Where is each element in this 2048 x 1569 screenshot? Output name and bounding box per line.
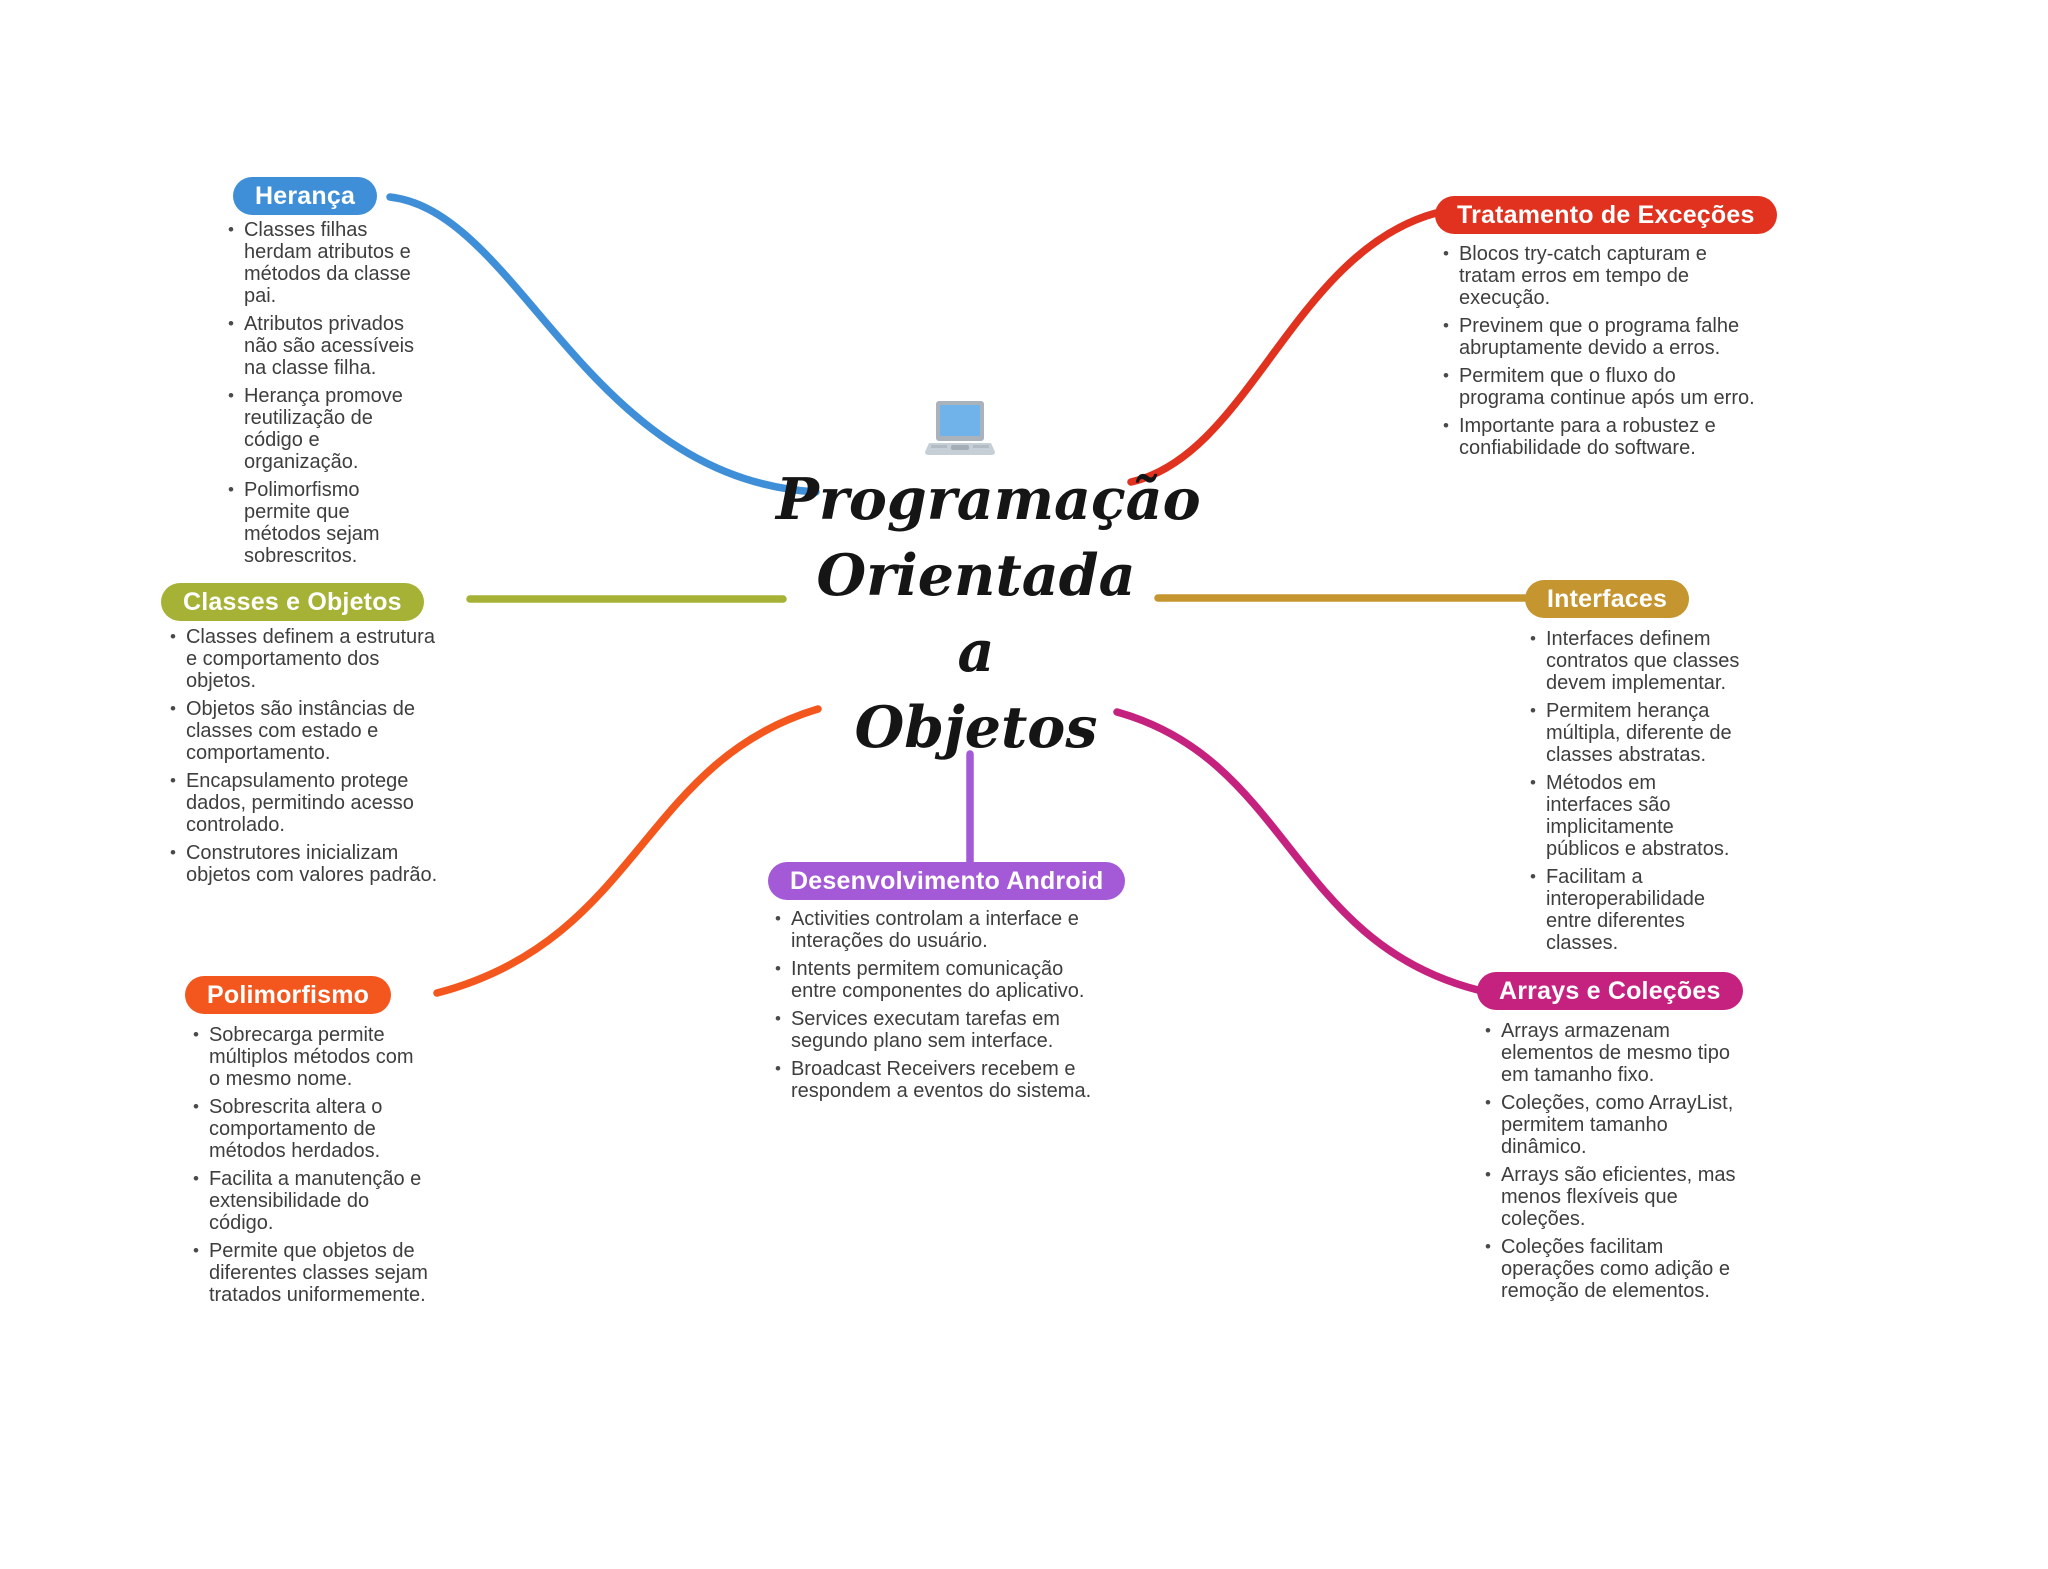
topic-pill-classes-e-objetos[interactable]: Classes e Objetos xyxy=(161,583,424,621)
bullet-item: • Permitem herança múltipla, diferente de classes abstratas. xyxy=(1530,700,1740,766)
bullet-item: • Arrays armazenam elementos de mesmo tipo em tamanho fixo. xyxy=(1485,1020,1750,1086)
bullet-item: • Coleções facilitam operações como adição e remoção de elementos. xyxy=(1485,1236,1750,1302)
bullet-item: • Arrays são eficientes, mas menos flexíveis que coleções. xyxy=(1485,1164,1750,1230)
bullet-item: • Importante para a robustez e confiabilidade do software. xyxy=(1443,415,1758,459)
bullet-item: • Services executam tarefas em segundo plano sem interface. xyxy=(775,1008,1095,1052)
bullet-item: • Activities controlam a interface e interações do usuário. xyxy=(775,908,1095,952)
bullet-item: • Interfaces definem contratos que classes devem implementar. xyxy=(1530,628,1740,694)
bullet-item: • Atributos privados não são acessíveis na classe filha. xyxy=(228,313,420,379)
topic-pill-arrays-e-colecoes[interactable]: Arrays e Coleções xyxy=(1477,972,1743,1010)
bullet-item: • Construtores inicializam objetos com valores padrão. xyxy=(170,842,438,886)
topic-pill-polimorfismo[interactable]: Polimorfismo xyxy=(185,976,391,1014)
link-polimorfismo xyxy=(437,709,818,993)
topic-pill-desenvolvimento-android[interactable]: Desenvolvimento Android xyxy=(768,862,1125,900)
bullet-item: • Polimorfismo permite que métodos sejam sobrescritos. xyxy=(228,479,420,567)
bullet-list-interfaces xyxy=(1530,628,1740,960)
bullet-item: • Objetos são instâncias de classes com estado e comportamento. xyxy=(170,698,438,764)
bullet-item: • Intents permitem comunicação entre componentes do aplicativo. xyxy=(775,958,1095,1002)
bullet-list-desenvolvimento-android xyxy=(775,908,1095,1108)
bullet-list-arrays-e-colecoes xyxy=(1485,1020,1750,1308)
laptop-icon xyxy=(925,400,995,467)
topic-pill-interfaces[interactable]: Interfaces xyxy=(1525,580,1689,618)
bullet-item: • Classes filhas herdam atributos e métodos da classe pai. xyxy=(228,219,420,307)
bullet-item: • Facilitam a interoperabilidade entre diferentes classes. xyxy=(1530,866,1740,954)
bullet-item: • Sobrecarga permite múltiplos métodos com o mesmo nome. xyxy=(193,1024,428,1090)
bullet-list-heranca xyxy=(228,219,420,573)
bullet-item: • Previnem que o programa falhe abruptamente devido a erros. xyxy=(1443,315,1758,359)
topic-pill-heranca[interactable]: Herança xyxy=(233,177,377,215)
bullet-item: • Herança promove reutilização de código e organização. xyxy=(228,385,420,473)
link-heranca xyxy=(390,197,816,492)
central-topic[interactable] xyxy=(776,462,1201,766)
bullet-item: • Permitem que o fluxo do programa continue após um erro. xyxy=(1443,365,1758,409)
central-title-line-1: Programação xyxy=(776,466,1201,533)
bullet-item: • Permite que objetos de diferentes classes sejam tratados uniformemente. xyxy=(193,1240,428,1306)
bullet-list-classes-e-objetos xyxy=(170,626,438,892)
bullet-item: • Blocos try-catch capturam e tratam erros em tempo de execução. xyxy=(1443,243,1758,309)
central-title-line-2: Orientada xyxy=(816,542,1136,609)
central-title-line-4: Objetos xyxy=(854,694,1098,761)
bullet-list-tratamento-de-excecoes xyxy=(1443,243,1758,465)
link-tratamento xyxy=(1131,213,1436,482)
bullet-item: • Classes definem a estrutura e comportamento dos objetos. xyxy=(170,626,438,692)
bullet-item: • Sobrescrita altera o comportamento de métodos herdados. xyxy=(193,1096,428,1162)
bullet-item: • Coleções, como ArrayList, permitem tamanho dinâmico. xyxy=(1485,1092,1750,1158)
bullet-item: • Broadcast Receivers recebem e respondem a eventos do sistema. xyxy=(775,1058,1095,1102)
bullet-item: • Métodos em interfaces são implicitamente públicos e abstratos. xyxy=(1530,772,1740,860)
bullet-item: • Encapsulamento protege dados, permitindo acesso controlado. xyxy=(170,770,438,836)
topic-pill-tratamento-de-excecoes[interactable]: Tratamento de Exceções xyxy=(1435,196,1777,234)
bullet-list-polimorfismo xyxy=(193,1024,428,1312)
central-title-line-3: a xyxy=(957,618,995,685)
bullet-item: • Facilita a manutenção e extensibilidade do código. xyxy=(193,1168,428,1234)
